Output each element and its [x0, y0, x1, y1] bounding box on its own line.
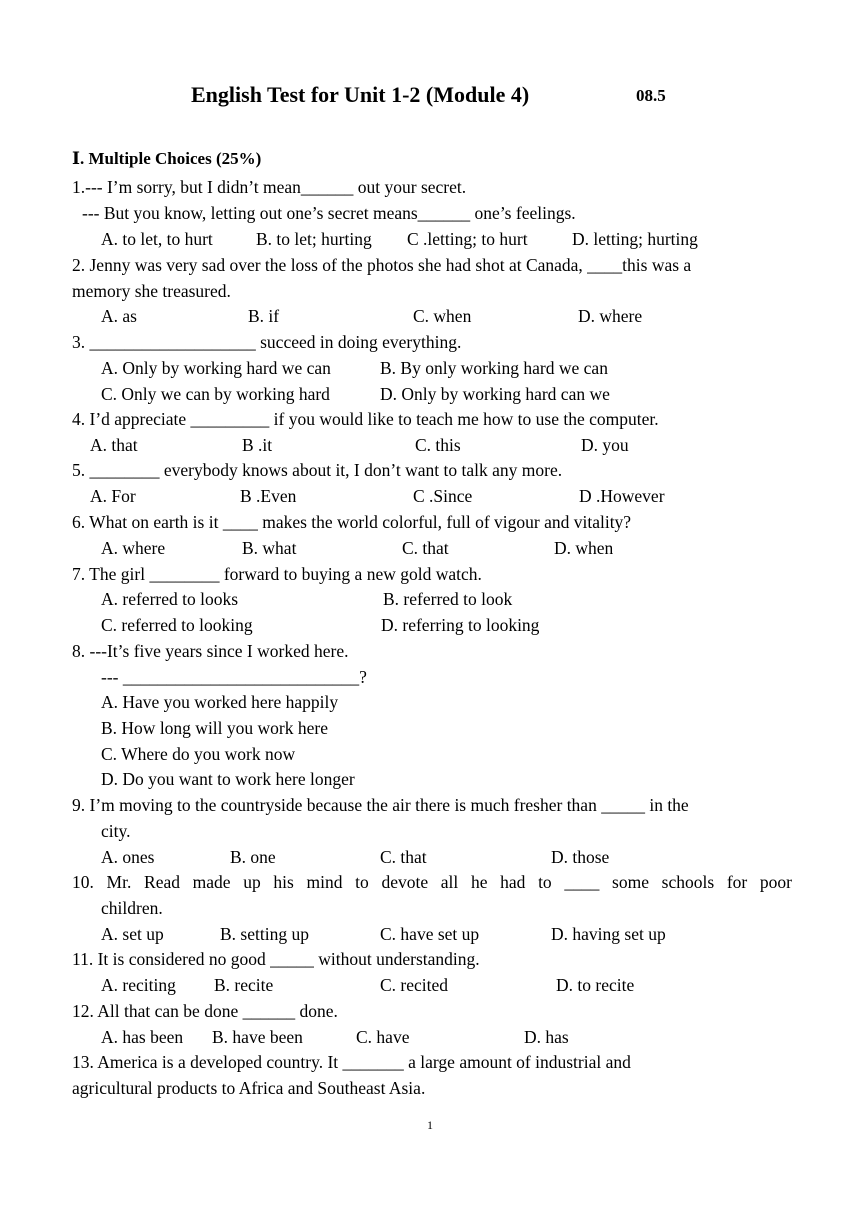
question-8-option-b: B. How long will you work here [101, 718, 328, 738]
option-b: B. what [242, 538, 297, 558]
option-c: C .Since [413, 486, 473, 506]
option-a: A. has been [101, 1027, 184, 1047]
option-c: C. that [402, 538, 449, 558]
option-a: A. reciting [101, 975, 176, 995]
question-5-line-1: 5. ________ everybody knows about it, I don’t want to talk any more. [72, 460, 563, 480]
question-8-option-d: D. Do you want to work here longer [101, 769, 355, 789]
question-13-line-2: agricultural products to Africa and Southeast Asia. [72, 1078, 426, 1098]
option-a: A. that [90, 435, 138, 455]
option-a: A. where [101, 538, 166, 558]
option-d: D. you [581, 435, 629, 455]
option-b: B .Even [240, 486, 297, 506]
option-c: C. recited [380, 975, 449, 995]
question-8-line-1: 8. ---It’s five years since I worked here. [72, 641, 349, 661]
question-10-line-2: children. [101, 898, 163, 918]
option-a: A. ones [101, 847, 155, 867]
option-c: C. referred to looking [101, 615, 253, 635]
question-8-option-c: C. Where do you work now [101, 744, 296, 764]
option-a: A. as [101, 306, 137, 326]
option-b: B. referred to look [383, 589, 513, 609]
option-b: B. recite [214, 975, 274, 995]
option-d: D. where [578, 306, 643, 326]
option-b: B. setting up [220, 924, 309, 944]
question-11-line-1: 11. It is considered no good _____ without understanding. [72, 949, 480, 969]
page-number: 1 [427, 1118, 433, 1132]
option-d: D. those [551, 847, 610, 867]
question-2-line-1: 2. Jenny was very sad over the loss of the photos she had shot at Canada, ____this was a [72, 255, 692, 275]
option-b: B. to let; hurting [256, 229, 372, 249]
option-d: D. when [554, 538, 614, 558]
question-8-option-a: A. Have you worked here happily [101, 692, 339, 712]
section-heading: Ⅰ. Multiple Choices (25%) [72, 149, 262, 168]
option-d: D. to recite [556, 975, 635, 995]
option-b: B. By only working hard we can [380, 358, 608, 378]
option-b: B. one [230, 847, 276, 867]
option-c: C .letting; to hurt [407, 229, 528, 249]
option-b: B. have been [212, 1027, 303, 1047]
question-12-line-1: 12. All that can be done ______ done. [72, 1001, 338, 1021]
option-d: D. Only by working hard can we [380, 384, 610, 404]
option-d: D. having set up [551, 924, 666, 944]
question-4-line-1: 4. I’d appreciate _________ if you would like to teach me how to use the computer. [72, 409, 659, 429]
option-d: D. letting; hurting [572, 229, 698, 249]
question-3-line-1: 3. ___________________ succeed in doing everything. [72, 332, 462, 352]
option-c: C. have set up [380, 924, 480, 944]
question-1-line-1: 1.--- I’m sorry, but I didn’t mean______ out your secret. [72, 177, 467, 197]
option-b: B. if [248, 306, 280, 326]
question-2-line-2: memory she treasured. [72, 281, 231, 301]
option-d: D. has [524, 1027, 569, 1047]
option-b: B .it [242, 435, 273, 455]
question-1-line-2: --- But you know, letting out one’s secret means______ one’s feelings. [82, 203, 576, 223]
question-8-line-2: --- ___________________________? [101, 667, 367, 687]
option-a: A. set up [101, 924, 164, 944]
option-d: D. referring to looking [381, 615, 540, 635]
test-date: 08.5 [636, 86, 666, 105]
option-d: D .However [579, 486, 665, 506]
question-7-line-1: 7. The girl ________ forward to buying a new gold watch. [72, 564, 482, 584]
option-c: C. when [413, 306, 472, 326]
option-a: A. to let, to hurt [101, 229, 213, 249]
option-a: A. For [90, 486, 136, 506]
option-a: A. Only by working hard we can [101, 358, 331, 378]
question-9-line-1: 9. I’m moving to the countryside because the air there is much fresher than _____ in the [72, 795, 689, 815]
test-title: English Test for Unit 1-2 (Module 4) [191, 82, 530, 107]
option-c: C. Only we can by working hard [101, 384, 330, 404]
option-c: C. have [356, 1027, 410, 1047]
question-6-line-1: 6. What on earth is it ____ makes the world colorful, full of vigour and vitality? [72, 512, 632, 532]
question-10-line-1: 10. Mr. Read made up his mind to devote all he had to ____ some schools for poor [72, 872, 792, 892]
question-13-line-1: 13. America is a developed country. It _______ a large amount of industrial and [72, 1052, 631, 1072]
option-a: A. referred to looks [101, 589, 239, 609]
option-c: C. that [380, 847, 427, 867]
option-c: C. this [415, 435, 461, 455]
question-9-line-2: city. [101, 821, 131, 841]
